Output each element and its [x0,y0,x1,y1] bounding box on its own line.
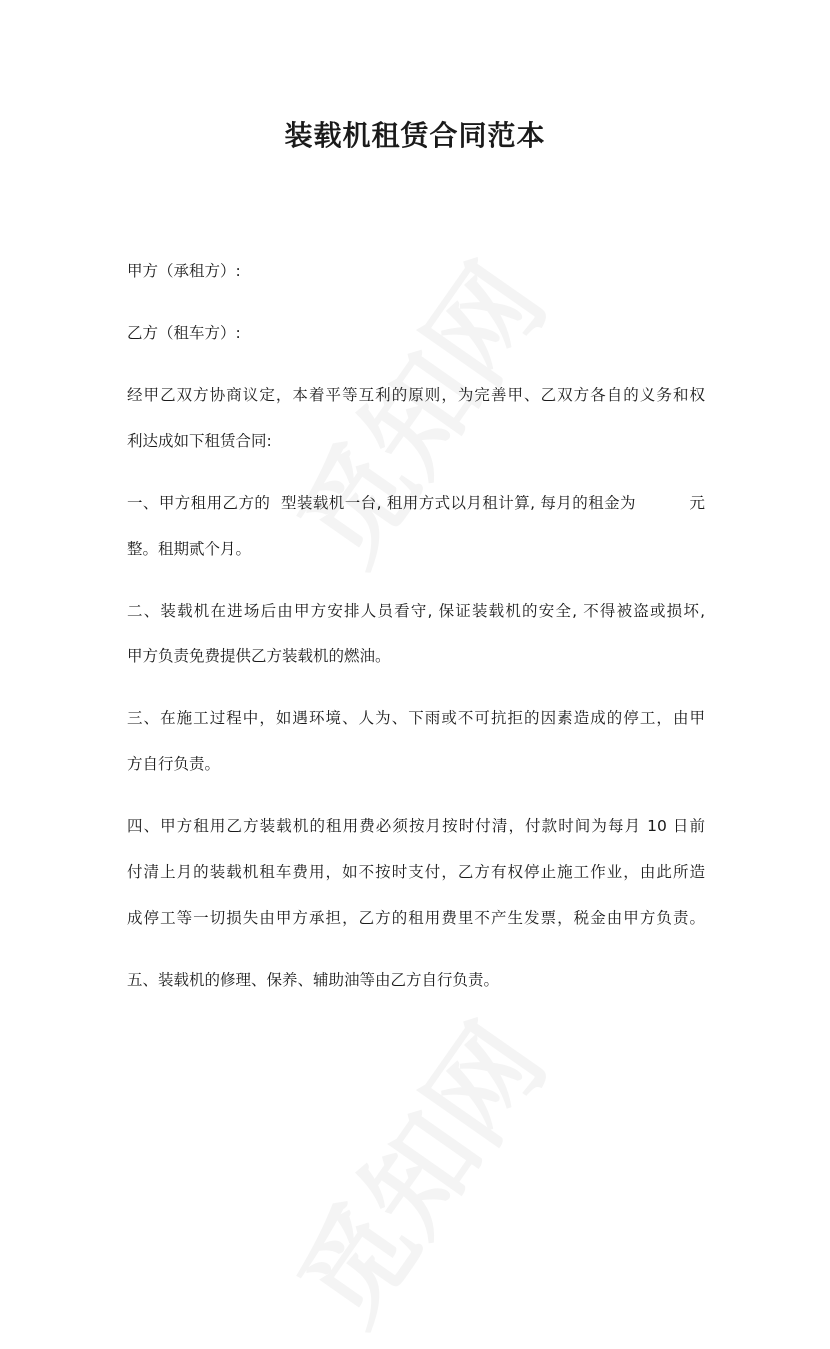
clause-3-line: 三、在施工过程中，如遇环境、人为、下雨或不可抗拒的因素造成的停工，由甲 [127,709,705,727]
preamble-line: 经甲乙双方协商议定，本着平等互利的原则，为完善甲、乙双方各自的义务和权 [127,386,705,404]
clause-2-line: 甲方负责免费提供乙方装载机的燃油。 [127,647,391,665]
watermark [256,989,575,1349]
party-b-line: 乙方（租车方）: [127,324,241,342]
preamble-line: 利达成如下租赁合同: [127,432,272,450]
clause-4-line: 四、甲方租用乙方装载机的租用费必须按月按时付清，付款时间为每月 10 日前 [127,817,705,835]
party-a-line: 甲方（承租方）: [127,262,241,280]
watermark [256,229,575,590]
clause-1-line: 一、甲方租用乙方的 型装载机一台, 租用方式以月租计算, 每月的租金为 元 [127,494,705,512]
clause-4-line: 付清上月的装载机租车费用，如不按时支付，乙方有权停止施工作业，由此所造 [127,863,705,881]
clause-5-line: 五、装载机的修理、保养、辅助油等由乙方自行负责。 [127,971,500,989]
clause-2-line: 二、装载机在进场后由甲方安排人员看守, 保证装载机的安全, 不得被盗或损坏, [127,602,705,620]
document-title: 装载机租赁合同范本 [284,119,546,152]
clause-1-line: 整。租期贰个月。 [127,540,252,558]
clause-4-line: 成停工等一切损失由甲方承担，乙方的租用费里不产生发票，税金由甲方负责。 [127,909,705,927]
clause-3-line: 方自行负责。 [127,755,221,773]
